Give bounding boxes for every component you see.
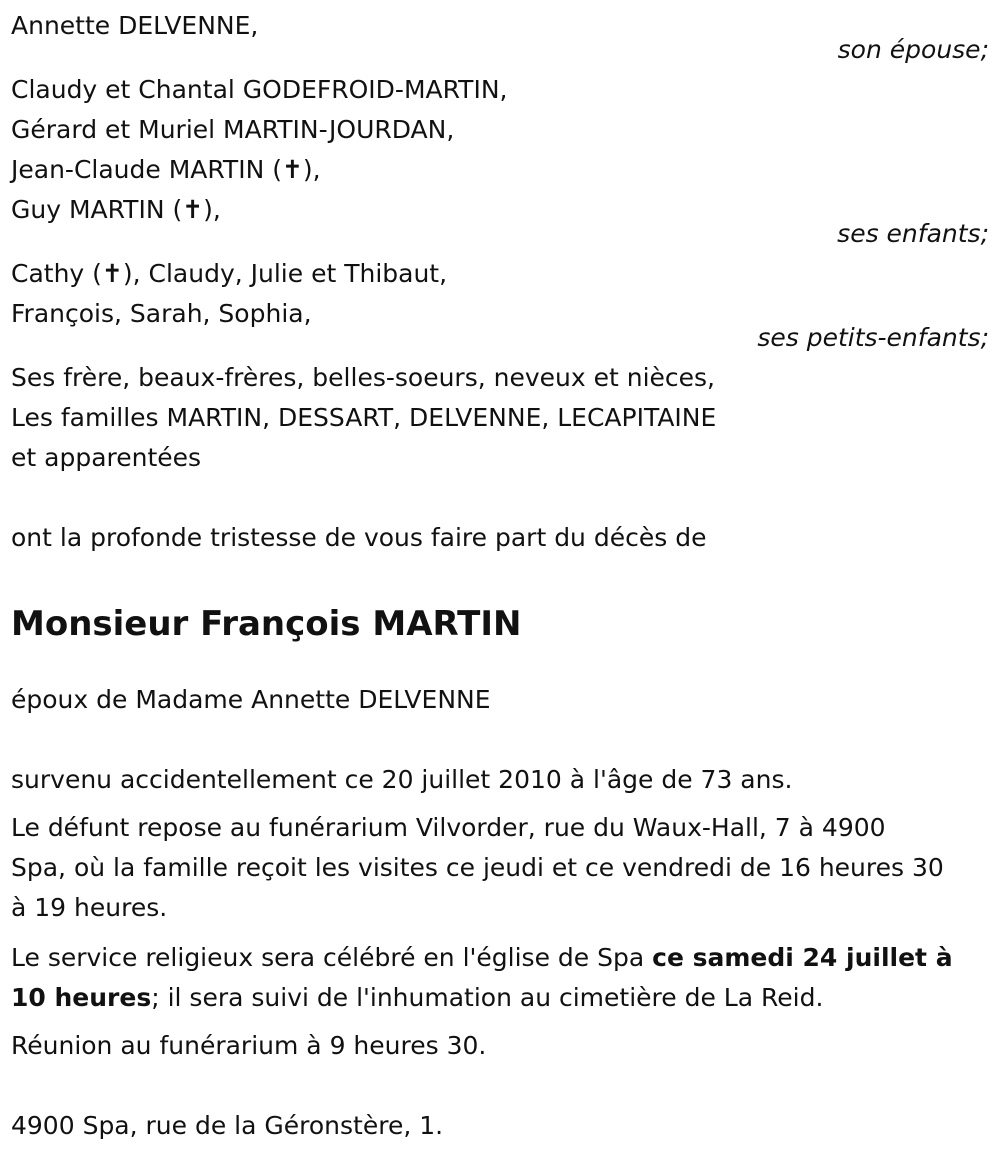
grandchildren-block <box>11 254 989 358</box>
death-details: survenu accidentellement ce 20 juillet 2010 à l'âge de 73 ans. <box>11 765 793 794</box>
child-line: Claudy et Chantal GODEFROID-MARTIN, <box>11 75 508 104</box>
family-line: Les familles MARTIN, DESSART, DELVENNE, LECAPITAINE <box>11 403 717 432</box>
children-block <box>11 70 989 254</box>
family-line: et apparentées <box>11 443 202 472</box>
grandchild-line: Cathy (✝), Claudy, Julie et Thibaut, <box>11 259 448 288</box>
repose-line: Spa, où la famille reçoit les visites ce jeudi et ce vendredi de 16 heures 30 <box>11 853 944 882</box>
grandchildren-role: ses petits-enfants; <box>757 323 989 352</box>
spouse-block <box>11 6 989 70</box>
child-line: Guy MARTIN (✝), <box>11 195 221 224</box>
repose-line: à 19 heures. <box>11 893 168 922</box>
repose-paragraph <box>11 808 989 928</box>
child-line: Jean-Claude MARTIN (✝), <box>11 155 321 184</box>
child-line: Gérard et Muriel MARTIN-JOURDAN, <box>11 115 455 144</box>
family-line: Ses frère, beaux-frères, belles-soeurs, neveux et nièces, <box>11 363 716 392</box>
address-text: 4900 Spa, rue de la Géronstère, 1. <box>11 1111 444 1140</box>
service-time: 10 heures <box>11 983 152 1012</box>
children-role: ses enfants; <box>837 219 989 248</box>
family-block <box>11 358 989 478</box>
service-date: ce samedi 24 juillet à <box>652 943 953 972</box>
announcement-text: ont la profonde tristesse de vous faire part du décès de <box>11 523 707 552</box>
service-text-suffix: ; il sera suivi de l'inhumation au cimetière de La Reid. <box>151 983 824 1012</box>
spouse-role: son épouse; <box>837 35 989 64</box>
grandchild-line: François, Sarah, Sophia, <box>11 299 312 328</box>
service-text: Le service religieux sera célébré en l'église de Spa <box>11 943 653 972</box>
reunion-text: Réunion au funérarium à 9 heures 30. <box>11 1031 487 1060</box>
spouse-of-text: époux de Madame Annette DELVENNE <box>11 685 491 714</box>
deceased-name: Monsieur François MARTIN <box>11 604 522 644</box>
obituary-notice <box>11 6 989 1146</box>
service-paragraph <box>11 938 989 1018</box>
spouse-name: Annette DELVENNE, <box>11 11 259 40</box>
repose-line: Le défunt repose au funérarium Vilvorder, rue du Waux-Hall, 7 à 4900 <box>11 813 886 842</box>
